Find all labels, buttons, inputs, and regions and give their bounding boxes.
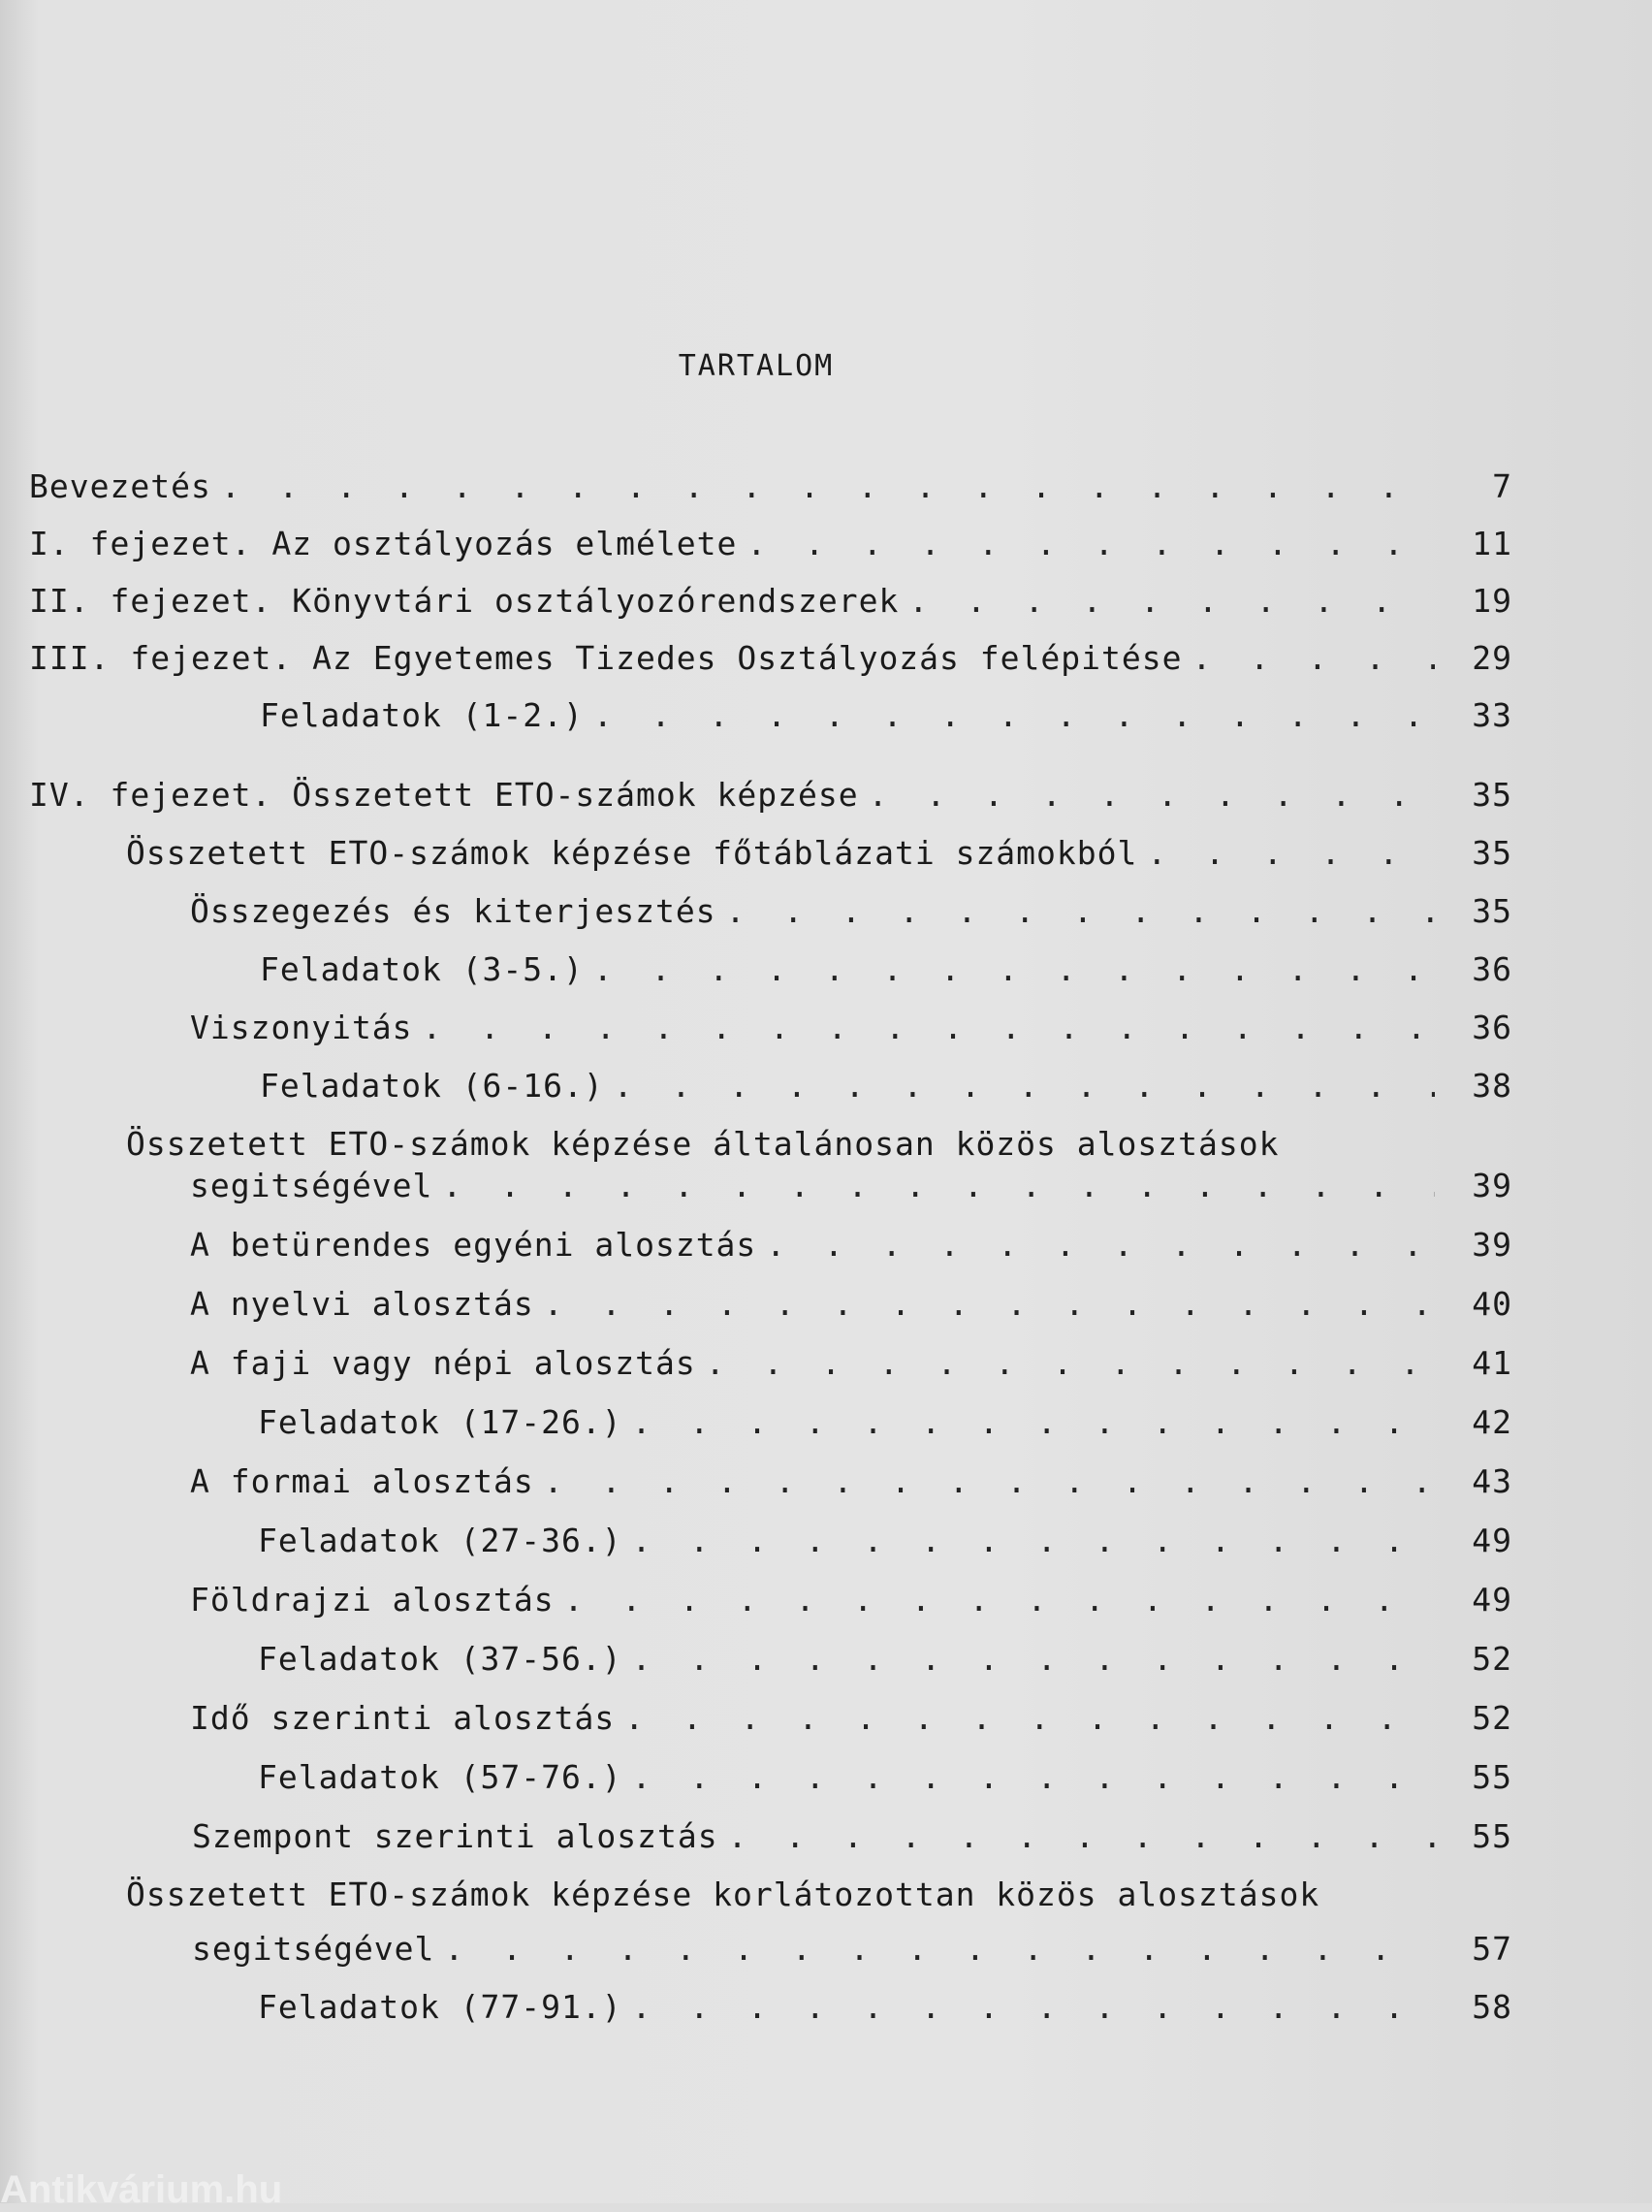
toc-entry-page: 52 (1472, 1699, 1512, 1737)
toc-entry-page: 36 (1472, 1009, 1512, 1046)
toc-entry (190, 1699, 1512, 1737)
leader-dots (544, 1462, 1435, 1500)
toc-entry-label: Idő szerinti alosztás (190, 1699, 616, 1737)
toc-entry (29, 776, 1512, 814)
toc-entry (126, 834, 1512, 872)
toc-entry (29, 525, 1512, 562)
toc-entry-label: IV. fejezet. Összetett ETO-számok képzése (29, 776, 859, 814)
toc-entry (29, 639, 1512, 677)
toc-entry-label: A faji vagy népi alosztás (190, 1344, 696, 1382)
leader-dots (869, 776, 1435, 814)
leader-dots (564, 1581, 1435, 1619)
toc-title: TARTALOM (678, 349, 835, 383)
toc-entry-label: A betürendes egyéni alosztás (190, 1226, 757, 1264)
toc-entry-label: segitségével (190, 1167, 433, 1204)
leader-dots (444, 1930, 1435, 1968)
toc-entry-label: III. fejezet. Az Egyetemes Tizedes Osztályozás felépitése (29, 639, 1183, 677)
leader-dots (1147, 834, 1435, 872)
leader-dots (221, 467, 1435, 505)
toc-entry-page: 38 (1472, 1067, 1512, 1105)
leader-dots (766, 1226, 1435, 1264)
toc-entry-label: Feladatok (77-91.) (258, 1988, 622, 2026)
toc-entry (258, 1403, 1512, 1441)
toc-entry-label: Feladatok (1-2.) (260, 696, 584, 734)
toc-entry-label: Feladatok (27-36.) (258, 1522, 622, 1559)
toc-entry-label: Viszonyitás (190, 1009, 413, 1046)
toc-entry-label: Bevezetés (29, 467, 211, 505)
toc-entry-label: Szempont szerinti alosztás (192, 1817, 718, 1855)
toc-entry (258, 1988, 1512, 2026)
toc-entry-page: 39 (1472, 1167, 1512, 1204)
toc-entry-page: 36 (1472, 950, 1512, 988)
leader-dots (726, 892, 1435, 930)
toc-entry-label: Feladatok (37-56.) (258, 1640, 622, 1678)
toc-entry-page: 7 (1492, 467, 1512, 505)
toc-entry-page: 52 (1472, 1640, 1512, 1678)
leader-dots (624, 1699, 1435, 1737)
toc-entry-page: 42 (1472, 1403, 1512, 1441)
toc-entry (190, 1226, 1512, 1264)
leader-dots (1191, 639, 1435, 677)
toc-entry (258, 1522, 1512, 1559)
leader-dots (632, 1522, 1435, 1559)
toc-entry (29, 582, 1512, 620)
toc-entry-page: 58 (1472, 1988, 1512, 2026)
toc-entry-label: I. fejezet. Az osztályozás elmélete (29, 525, 738, 562)
toc-entry-label: Összegezés és kiterjesztés (190, 892, 716, 930)
toc-entry-label: Feladatok (3-5.) (260, 950, 584, 988)
leader-dots (632, 1403, 1435, 1441)
toc-entry-page: 57 (1472, 1930, 1512, 1968)
toc-entry-label: II. fejezet. Könyvtári osztályozórendszerek (29, 582, 900, 620)
toc-entry-page: 55 (1472, 1817, 1512, 1855)
toc-entry-page: 39 (1472, 1226, 1512, 1264)
toc-entry-page: 40 (1472, 1285, 1512, 1323)
leader-dots (423, 1009, 1435, 1046)
toc-entry (260, 1067, 1512, 1105)
leader-dots (706, 1344, 1435, 1382)
toc-entry-page: 41 (1472, 1344, 1512, 1382)
toc-entry-label: Földrajzi alosztás (190, 1581, 555, 1619)
toc-entry-page: 55 (1472, 1758, 1512, 1796)
toc-entry (260, 950, 1512, 988)
toc-entry-label: A nyelvi alosztás (190, 1285, 534, 1323)
toc-entry-page: 43 (1472, 1462, 1512, 1500)
toc-entry-label: Feladatok (6-16.) (260, 1067, 604, 1105)
toc-entry-page: 35 (1472, 892, 1512, 930)
toc-entry (258, 1758, 1512, 1796)
leader-dots (593, 950, 1435, 988)
toc-entry (29, 467, 1512, 505)
toc-entry (190, 1581, 1512, 1619)
toc-entry-page: 49 (1472, 1522, 1512, 1559)
leader-dots (747, 525, 1435, 562)
leader-dots (728, 1817, 1435, 1855)
toc-entry-label: Összetett ETO-számok képzése főtáblázati számokból (126, 834, 1138, 872)
toc-entry (190, 892, 1512, 930)
toc-entry-page: 33 (1472, 696, 1512, 734)
toc-entry (192, 1930, 1512, 1968)
leader-dots (593, 696, 1435, 734)
toc-entry-page: 11 (1472, 525, 1512, 562)
toc-entry-label: A formai alosztás (190, 1462, 534, 1500)
toc-entry (190, 1167, 1512, 1204)
leader-dots (544, 1285, 1435, 1323)
toc-entry-page: 19 (1472, 582, 1512, 620)
watermark: Antikvárium.hu (0, 2168, 283, 2211)
leader-dots (632, 1758, 1435, 1796)
leader-dots (614, 1067, 1435, 1105)
toc-entry-label: Feladatok (17-26.) (258, 1403, 622, 1441)
leader-dots (442, 1167, 1435, 1204)
leader-dots (632, 1988, 1435, 2026)
leader-dots (632, 1640, 1435, 1678)
toc-entry-label: Feladatok (57-76.) (258, 1758, 622, 1796)
toc-entry-label: segitségével (192, 1930, 435, 1968)
toc-entry (190, 1344, 1512, 1382)
toc-entry-page: 35 (1472, 834, 1512, 872)
toc-entry-label-line1: Összetett ETO-számok képzése általánosan közös alosztások (126, 1125, 1280, 1163)
toc-entry (260, 696, 1512, 734)
toc-entry-page: 35 (1472, 776, 1512, 814)
leader-dots (908, 582, 1435, 620)
toc-entry (190, 1462, 1512, 1500)
toc-entry-page: 49 (1472, 1581, 1512, 1619)
toc-entry (190, 1009, 1512, 1046)
toc-entry (258, 1640, 1512, 1678)
toc-entry (192, 1817, 1512, 1855)
toc-entry-label-line1: Összetett ETO-számok képzése korlátozottan közös alosztások (126, 1875, 1320, 1913)
toc-entry-page: 29 (1472, 639, 1512, 677)
toc-entry (190, 1285, 1512, 1323)
